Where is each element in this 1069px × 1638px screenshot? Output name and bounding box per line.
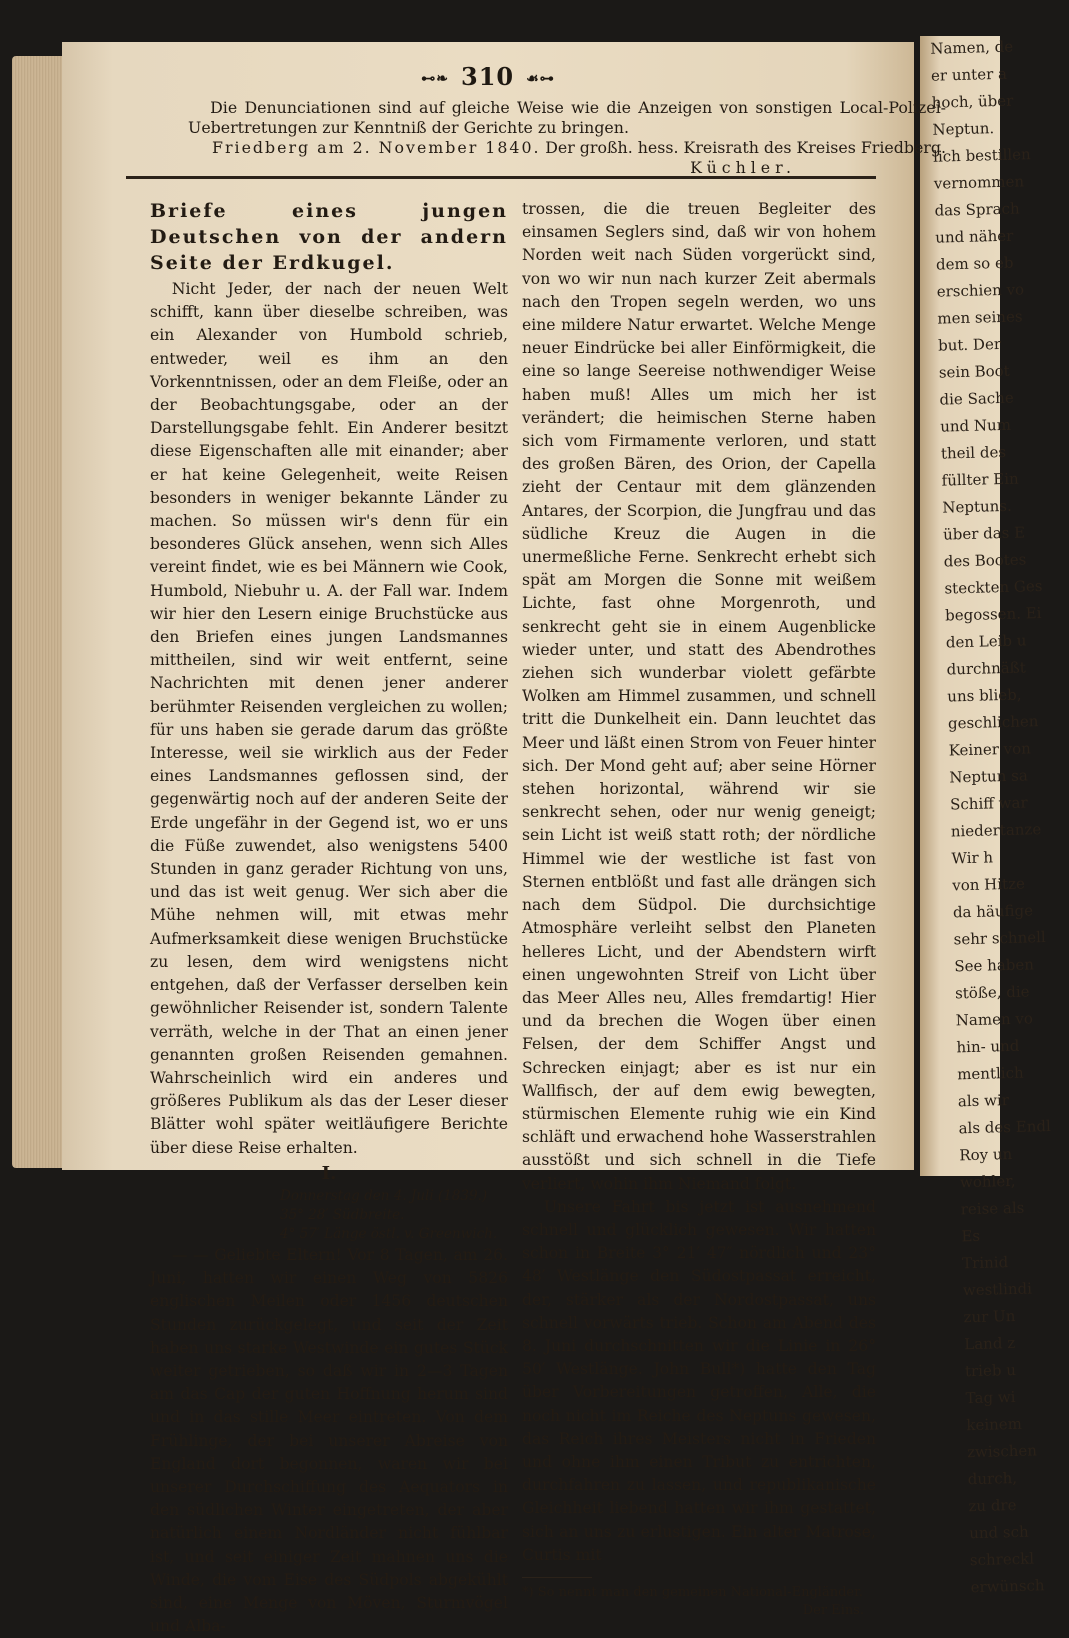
facing-page-line: erschien vo (936, 280, 1025, 301)
page-header (62, 62, 914, 91)
official-notice (188, 98, 946, 178)
facing-page-line: Neptun. (932, 119, 995, 139)
dateline-day: Donnerstag den 4. Juli (1839.) (280, 1187, 488, 1204)
facing-page-line: als des Endl (958, 1116, 1051, 1138)
facing-page-line: durch, (967, 1468, 1018, 1489)
facing-page-line: wohler, (959, 1171, 1016, 1192)
facing-page-line: von Hitze (952, 874, 1026, 895)
facing-page-line: Roy un (959, 1144, 1013, 1165)
facing-page-line: niedertanze (950, 820, 1042, 841)
facing-page-line: hoch, über (931, 91, 1014, 112)
facing-page-line: Keiner von (948, 739, 1032, 760)
facing-page-line: See haben (954, 955, 1035, 976)
facing-page-line: Schiff war (949, 793, 1028, 814)
facing-page-line: Es (961, 1226, 981, 1246)
facing-page-line: theil des (940, 442, 1007, 463)
facing-page-line: zwischen (966, 1441, 1038, 1462)
facing-page-line: Neptun sa (949, 766, 1029, 787)
dateline-latitude: 35° 28′ Südbreite. (280, 1206, 405, 1223)
facing-page-line: und näher (935, 226, 1014, 247)
footnote-rule (522, 1577, 592, 1578)
article-title: Briefe eines jungen Deutschen von der andern Seite der Erdkugel. (150, 200, 508, 274)
facing-page-line: but. Der (937, 334, 1002, 355)
facing-page-line: Trinid (961, 1253, 1009, 1273)
facing-page-line: mentlich (956, 1063, 1024, 1084)
dateline-longitude: 4° 57′ Länge östl. v. Greenwich. (280, 1225, 498, 1242)
notice-authority: Der großh. hess. Kreisrath des Kreises Friedberg. (545, 138, 946, 157)
facing-page-line: und sch (968, 1522, 1029, 1543)
facing-page-line: Wir h (951, 848, 994, 868)
facing-page-line: zur Un (963, 1306, 1016, 1327)
section-divider (126, 176, 876, 179)
article-intro: Nicht Jeder, der nach der neuen Welt schifft, kann über dieselbe schreiben, was ein Alexander von Humbold schrieb, entweder, weil es ihm an den Vorkenntnissen, oder an dem Fleiße, oder an der Beobachtungsgabe, oder an der Darstellungsgabe fehlt. Ein Anderer besitzt diese Eigenschaften alle mit einander; aber er hat keine Gelegenheit, weite Reisen besonders in weniger bekannte Länder zu machen. So müssen wir's denn für ein besonderes Glück ansehen, wenn sich Alles vereint findet, wie es bei Männern wie Cook, Humbold, Niebuhr u. A. der Fall war. Indem wir hier den Lesern einige Bruchstücke aus den Briefen eines jungen Landsmannes mittheilen, sind wir weit entfernt, seine Nachrichten mit denen jener anderer berühmter Reisenden vergleichen zu wollen; für uns haben sie gerade darum das größte Interesse, weil sie wirklich aus der Feder eines Landsmannes geflossen sind, der gegenwärtig noch auf der anderen Seite der Erde ungefähr in der Gegend ist, wo er uns die Füße zuwendet, also wenigstens 5400 Stunden in ganz gerader Richtung von uns, und das ist weit genug. Wer sich aber die Mühe nehmen will, mit etwas mehr Aufmerksamkeit diese wenigen Bruchstücke zu lesen, dem wird wenigstens nicht entgehen, daß der Verfasser derselben kein gewöhnlicher Reisender ist, sondern Talente verräth, welche in der That an einen jener genannten großen Reisenden gemahnen. Wahrscheinlich wird ein anderes und größeres Publikum als das der Leser dieser Blätter wohl später weitläufigere Berichte über diese Reise erhalten. (150, 280, 508, 1157)
facing-page-line: keinem (966, 1414, 1023, 1435)
notice-signature: Küchler. (690, 158, 796, 177)
facing-page-line: über das E (942, 523, 1026, 544)
facing-page-line: Land z (964, 1333, 1016, 1354)
facing-page-line: westlindi (962, 1279, 1033, 1300)
facing-page-line: Tag wi (965, 1387, 1016, 1408)
facing-page-line: durchnäßt (946, 658, 1026, 679)
facing-page-line: vernommen (933, 172, 1025, 193)
facing-page-line: die Sache (939, 388, 1014, 409)
facing-page-line: trieb u (964, 1360, 1017, 1381)
facing-page-text (920, 34, 1051, 1602)
notice-place-date: Friedberg am 2. November 1840. (212, 138, 541, 157)
facing-page-line: steckten Ges (944, 576, 1043, 598)
footnote-signature: Der Eins. (802, 1602, 864, 1618)
facing-page-line: zu dre (968, 1495, 1017, 1516)
facing-page-line: und Num (939, 415, 1012, 436)
facing-page-line: er unter a (930, 64, 1008, 85)
facing-page-line: das Sprach (934, 199, 1020, 220)
letter-number: I. (321, 1162, 337, 1184)
facing-page-line: stöße, die (954, 982, 1030, 1003)
facing-page-line: schreckl (969, 1549, 1035, 1570)
facing-page-line: da häufige (952, 901, 1034, 922)
facing-page-line: erwünsch (970, 1576, 1045, 1597)
facing-page-line: dem so eb (935, 253, 1014, 274)
facing-page-line: men seines (937, 307, 1023, 328)
facing-page-line: reise als (960, 1198, 1025, 1219)
facing-page-line: uns blieb, (947, 685, 1022, 706)
page-number: 310 (461, 62, 515, 91)
facing-page-line: geschlichen (947, 712, 1039, 733)
facing-page-line: begossen. Ei (944, 604, 1042, 625)
facing-page-line: lich bestillen (932, 145, 1031, 166)
facing-page (920, 36, 1051, 1597)
facing-page-line: Namen, de (930, 37, 1014, 58)
column-left (150, 198, 508, 1638)
ornament-left-icon: ⊷❧ (421, 70, 450, 87)
facing-page-line: sehr schnell (953, 928, 1046, 949)
footnote: *) So nennt man den gemeinen National-Engländer. (522, 1584, 864, 1600)
facing-page-line: Neptuns. (942, 496, 1012, 517)
notice-footer (188, 138, 946, 158)
facing-page-line: den Leib u (945, 631, 1027, 652)
letter-paragraph-2: Unsere Fahrt bis jetzt ist ausnehmend schnell und glücklich gewesen. Wir hatten schon in Breite 3° 21′ 47″ nördlich und 23° 48′ Westlänge den Südostpassat erreicht, der, stärker als der Nordostpassat, uns schnell vorwärts trieb. Schon am Abend des 8. Juni durchschnitten wir die Linie in 26° 50′ Westlänge. John Bull*) hatte den Tag über Vorbereitungen getroffen, Alle, die noch nicht im Reiche des Neptuns gewesen, das Reich ihres Meisters nicht in Frieden und ohne ihm einen Tribut zu entrichten, durchfahren zu lassen, und republikanische Gleichheit liebend hatten wir ihm gestattet, sich an uns zu erlustigen. Ein alter Matrose, Curtis mit (522, 1197, 876, 1564)
ornament-right-icon: ☙⊶ (526, 70, 555, 87)
facing-page-line: hin- und (956, 1036, 1020, 1057)
facing-page-line: des Bootes (943, 550, 1027, 571)
facing-page-line: als wir (957, 1091, 1010, 1111)
column-right (522, 198, 876, 1620)
letter-paragraph-1: — — Geliebte Eltern! Vor 8 Tagen, am 26. Juni, hatten wir einen Weg von 5826 englischen Meilen oder 1456 deutschen Stunden zurückgelegt, und seit der Zeit haben uns starke Westwinde ein gutes Stück weiter getrieben, so daß wir in 2—3 Tagen am das Cap der guten Hoffnung herum sind und in das stille Meer eintreten. Von dem Frühlinge, der bei unserer Abreise von England dort begonnen, waren wir bei unserer Durchschiffung des Aequators in den südlichen Winter eingetreten, der aber natürlich einem Nordländer nicht fühlbar ist, und seit einiger Zeit mahnen uns die Winde, die vom Eise des Südpols abgekühlt sind, eine Menge von Möven, Sturmvögel und Alba- (150, 1245, 508, 1636)
notice-text: Die Denunciationen sind auf gleiche Weise wie die Anzeigen von sonstigen Local-Polizei-Uebertretungen zur Kenntniß der Gerichte zu bringen. (188, 98, 946, 137)
facing-page-line: füllter Ein (941, 469, 1019, 490)
letter-paragraph-1-continued: trossen, die die treuen Begleiter des einsamen Seglers sind, daß wir von hohem Norden weit nach Süden vorgerückt sind, von wo wir nun nach kurzer Zeit abermals nach den Tropen segeln werden, wo uns eine mildere Natur erwartet. Welche Menge neuer Eindrücke bei aller Einförmigkeit, die eine so lange Seereise nothwendiger Weise haben muß! Alles um mich her ist verändert; die heimischen Sterne haben sich vom Firmamente verloren, und statt des großen Bären, des Orion, der Capella zieht der Centaur mit dem glänzenden Antares, der Scorpion, die Jungfrau und das südliche Kreuz die Augen in die unermeßliche Ferne. Senkrecht erhebt sich spät am Morgen die Sonne mit weißem Lichte, fast ohne Morgenroth, und senkrecht geht sie in einem Augenblicke wieder unter, und statt des Abendrothes ziehen sich wunderbar violett gefärbte Wolken am Himmel zusammen, und schnell tritt die Dunkelheit ein. Dann leuchtet das Meer und läßt einen Strom von Feuer hinter sich. Der Mond geht auf; aber seine Hörner stehen horizontal, während wir sie senkrecht sehen, oder nur wenig geneigt; sein Licht ist weiß statt roth; der nördliche Himmel wie der westliche ist fast von Sternen entblößt und fast alle drängen sich nach dem Südpol. Die durchsichtige Atmosphäre verleiht selbst den Planeten helleres Licht, und der Abendstern wirft einen ungewohnten Streif von Licht über das Meer Alles neu, Alles fremdartig! Hier und da brechen die Wogen über einen Felsen, der dem Schiffer Angst und Schrecken einjagt; aber es ist nur ein Wallfisch, der auf dem ewig bewegten, stürmischen Elemente ruhig wie ein Kind schläft und erwachend hohe Wasserstrahlen ausstößt und sich schnell in die Tiefe verliert, wohin ihm Niemand folgt. (522, 200, 876, 1193)
facing-page-line: Namen vo (955, 1009, 1034, 1030)
facing-page-line: sein Boot (938, 361, 1010, 382)
book-page (62, 42, 946, 1636)
